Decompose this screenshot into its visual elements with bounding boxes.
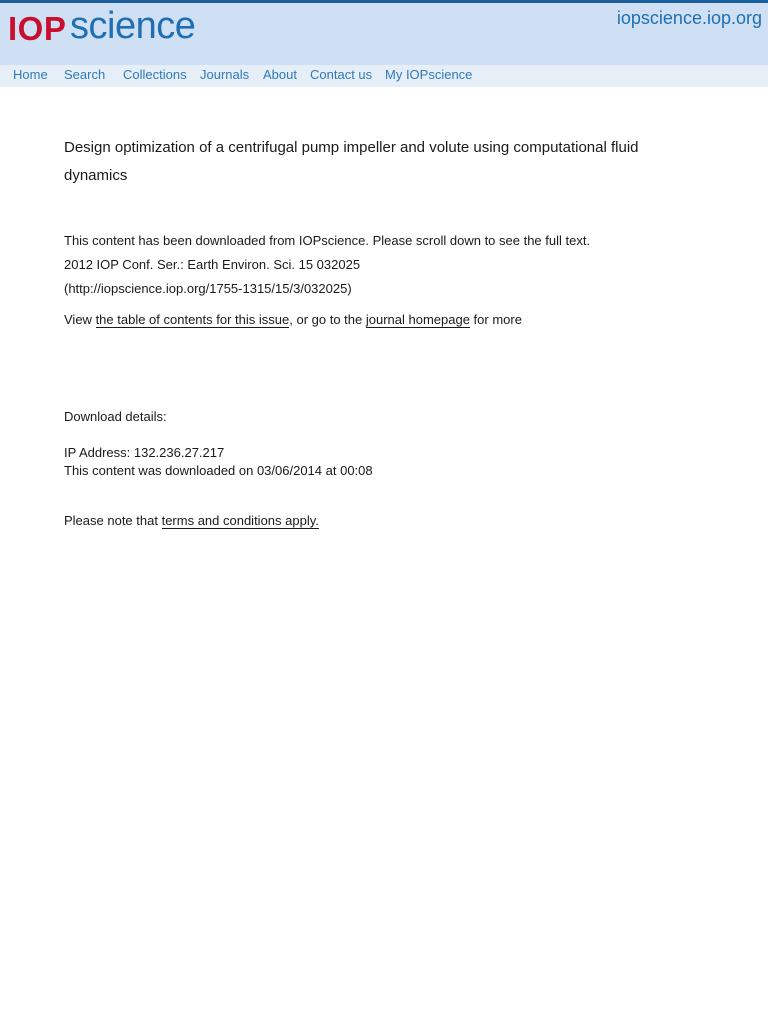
logo-iop-text: IOP	[8, 10, 67, 47]
article-url: (http://iopscience.iop.org/1755-1315/15/3/032025)	[64, 281, 352, 296]
table-of-contents-link[interactable]: the table of contents for this issue	[95, 312, 290, 327]
journal-homepage-link[interactable]: journal homepage	[365, 312, 470, 327]
citation: 2012 IOP Conf. Ser.: Earth Environ. Sci. 15 032025	[64, 257, 361, 272]
downloaded-on: This content was downloaded on 03/06/2014 at 00:08	[64, 463, 373, 478]
article-title: Design optimization of a centrifugal pump impeller and volute using computational fluid dynamics	[64, 139, 639, 184]
view-prefix-text: View	[64, 312, 96, 327]
ip-address: IP Address: 132.236.27.217	[64, 445, 225, 460]
nav-item-collections[interactable]: Collections	[123, 67, 187, 82]
terms-prefix-text: Please note that	[64, 513, 162, 528]
site-url-link[interactable]: iopscience.iop.org	[616, 8, 762, 28]
view-middle-text: , or go to the	[289, 312, 366, 327]
view-suffix-text: for more	[469, 312, 522, 327]
download-details-heading: Download details:	[64, 409, 167, 424]
nav-item-home[interactable]: Home	[13, 67, 48, 82]
view-more-line	[64, 311, 522, 329]
terms-and-conditions-link[interactable]: terms and conditions apply.	[161, 513, 319, 528]
nav-item-search[interactable]: Search	[64, 67, 106, 82]
nav-item-contact-us[interactable]: Contact us	[310, 67, 373, 82]
terms-line	[64, 512, 319, 530]
nav-item-journals[interactable]: Journals	[200, 67, 250, 82]
nav-item-my-iopscience[interactable]: My IOPscience	[385, 67, 473, 82]
nav-item-about[interactable]: About	[263, 67, 297, 82]
logo-science-text: science	[70, 5, 196, 47]
main-nav	[0, 65, 768, 87]
site-header	[0, 3, 768, 65]
download-notice: This content has been downloaded from IOPscience. Please scroll down to see the full text.	[64, 233, 591, 248]
